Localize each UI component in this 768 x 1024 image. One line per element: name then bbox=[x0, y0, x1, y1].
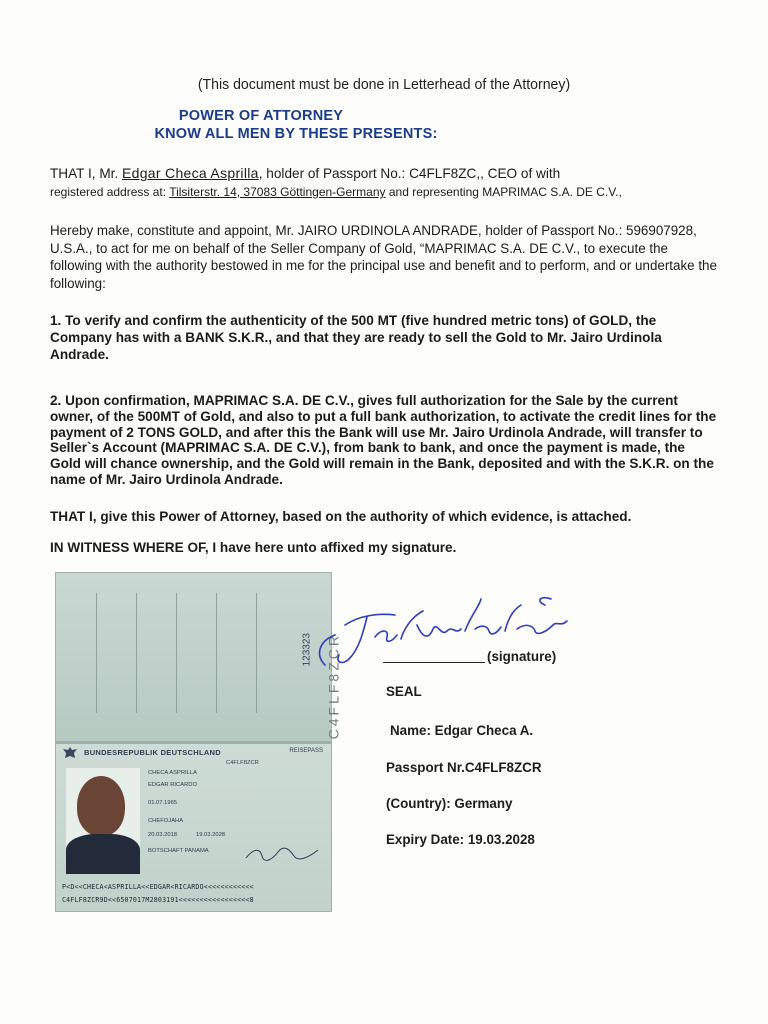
passport-field: EDGAR RICARDO bbox=[148, 782, 197, 788]
passport-serial: 123323 bbox=[301, 633, 312, 667]
passport-visa-page bbox=[56, 573, 341, 741]
passport-type: REISEPASS bbox=[289, 748, 323, 754]
passport-mrz-line-1: P<D<<CHECA<ASPRILLA<<EDGAR<RICARDO<<<<<<<<<<<< bbox=[62, 883, 254, 891]
passport-data-page bbox=[56, 744, 331, 911]
document-subtitle: KNOW ALL MEN BY THESE PRESENTS: bbox=[154, 126, 438, 142]
clause-2: 2. Upon confirmation, MAPRIMAC S.A. DE C.V., gives full authorization for the Sale by the current owner, of the 500MT of Gold, and also to put a full bank authorization, to activate the credit lines for the payment of 2 TONS GOLD, and after this the Bank will use Mr. Jairo Urdinola Andrade, will transfer to Seller`s Account (MAPRIMAC S.A. DE C.V.), from bank to bank, and once the payment is made, the Gold will chance ownership, and the Gold will remain in the Bank, deposited and with the S.K.R. on the name of Mr. Jairo Urdinola Andrade. bbox=[50, 393, 717, 487]
signature-label: (signature) bbox=[487, 649, 557, 664]
passport-field: 19.03.2028 bbox=[196, 832, 226, 838]
passport-field: CHEFOJAHA bbox=[148, 818, 184, 824]
grantor-paragraph bbox=[50, 164, 718, 201]
passport-signature bbox=[242, 844, 322, 864]
passport-mrz-line-2: C4FLF8ZCR9D<<6507017M2803191<<<<<<<<<<<<<<<<<8 bbox=[62, 896, 254, 904]
witness-statement: IN WITNESS WHERE OF, I have here unto affixed my signature. bbox=[50, 540, 457, 555]
appointment-paragraph: Hereby make, constitute and appoint, Mr. JAIRO URDINOLA ANDRADE, holder of Passport No.: 596907928, U.S.A., to act for me on behalf of the Seller Company of Gold, “MAPRIMAC S.A. DE C.V., to execute the following with the authority bestowed in me for the principal use and benefit and to perform, and or undertake the following: bbox=[50, 223, 717, 291]
document-title: POWER OF ATTORNEY bbox=[178, 108, 344, 124]
passport-perforation: C4FLF8ZCR bbox=[325, 633, 341, 740]
signer-expiry: Expiry Date: 19.03.2028 bbox=[386, 832, 535, 847]
address-prefix: registered address at: bbox=[50, 185, 170, 199]
signer-name: Name: Edgar Checa A. bbox=[390, 723, 534, 738]
signer-country: (Country): Germany bbox=[386, 796, 513, 811]
passport-photo bbox=[66, 768, 140, 864]
letterhead-note: (This document must be done in Letterhead of the Attorney) bbox=[197, 76, 571, 93]
company-text: and representing MAPRIMAC S.A. DE C.V., bbox=[385, 185, 622, 199]
passport-field: 01.07.1965 bbox=[148, 800, 178, 806]
signer-passport: Passport Nr.C4FLF8ZCR bbox=[386, 760, 542, 775]
signature-line bbox=[383, 662, 485, 663]
grantor-name: Edgar Checa Asprilla bbox=[122, 165, 259, 181]
passport-field: 20.03.2018 bbox=[148, 832, 178, 838]
seal-label: SEAL bbox=[386, 684, 422, 699]
grant-statement: THAT I, give this Power of Attorney, based on the authority of which evidence, is attached. bbox=[50, 509, 632, 524]
passport-header: BUNDESREPUBLIK DEUTSCHLAND bbox=[84, 748, 221, 757]
passport-field: BOTSCHAFT PANAMA bbox=[148, 848, 209, 854]
passport-field: C4FLF8ZCR bbox=[226, 760, 259, 766]
grantor-address: Tilsiterstr. 14, 37083 Göttingen-Germany bbox=[169, 185, 386, 199]
grantor-prefix: THAT I, Mr. bbox=[50, 166, 122, 181]
grantor-passport-text: , holder of Passport No.: C4FLF8ZC,, CEO of with bbox=[258, 166, 561, 181]
eagle-icon bbox=[62, 746, 78, 760]
passport-scan bbox=[55, 572, 341, 912]
passport-field: CHECA ASPRILLA bbox=[148, 770, 197, 776]
clause-1: 1. To verify and confirm the authenticity of the 500 MT (five hundred metric tons) of GOLD, the Company has with a BANK S.K.R., and that they are ready to sell the Gold to Mr. Jairo Urdinola Andrade. bbox=[50, 313, 662, 362]
